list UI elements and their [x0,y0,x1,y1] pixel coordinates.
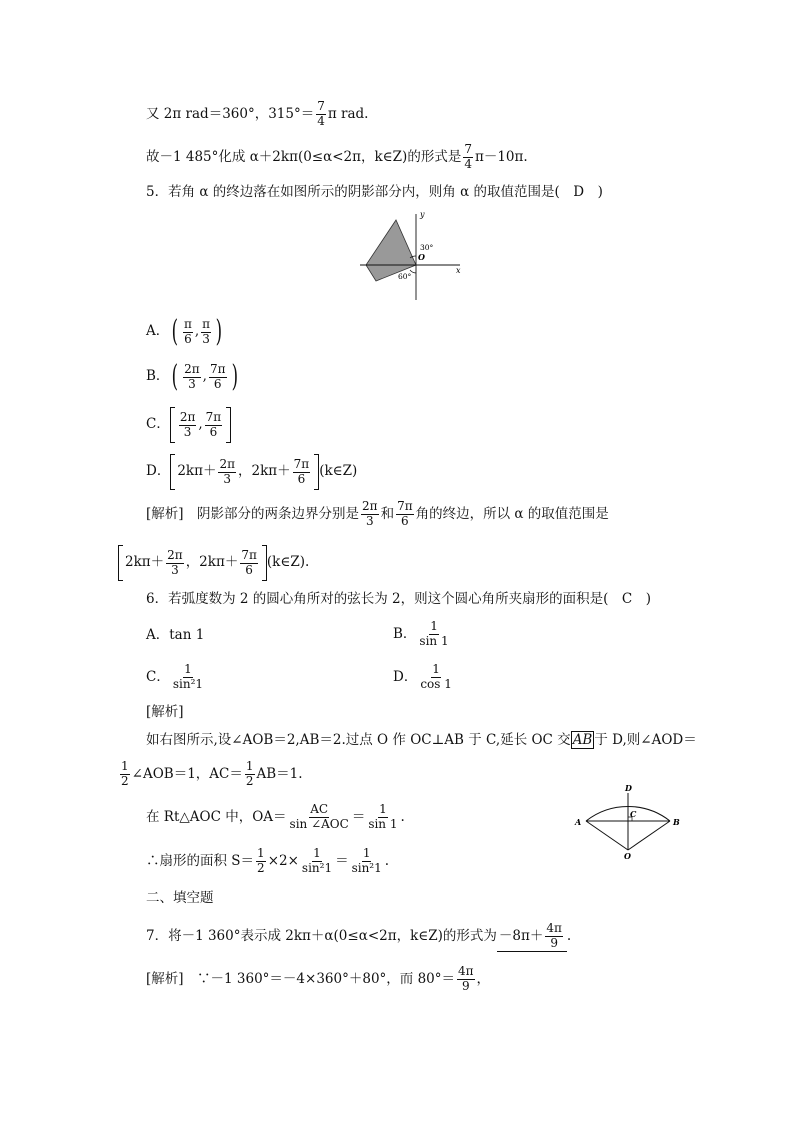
angle-60-label: 60° [398,272,412,281]
q6-sector-figure [568,780,688,860]
q6-stem: 6．若弧度数为 2 的圆心角所对的弦长为 2，则这个圆心角所夹扇形的面积是( C ) [146,591,652,607]
q6-solution-line1: 如右图所示,设∠AOB＝2,AB＝2.过点 O 作 OC⊥AB 于 C,延长 OC 交 AB 于 D,则∠AOD＝ [146,732,697,748]
q5-angle-figure [358,208,468,302]
q6-option-d: D． $\frac{1}{\cos 1}$ [393,662,452,691]
q7-stem: 7．将－1 360°表示成 2kπ＋α(0≤α<2π，k∈Z)的形式为 －8π＋ $\frac{4\pi}{9}$ . [146,921,572,950]
point-b-label: B [673,817,680,827]
q5-solution-line2: 2kπ＋ $\frac{2\pi}{3}$ ，2kπ＋ $\frac{7\pi}{6}$ (k∈Z). [118,545,309,581]
line-conversion-315: 又 2π rad＝360°，315°＝ $\frac{7}{4}$ π rad. [146,99,369,128]
origin-label: O [418,252,425,262]
q7-solution: [解析] ∵－1 360°＝－4×360°＋80°，而 80°＝ $\frac{4\pi}{9}$ ， [146,964,491,993]
radius-oa [586,821,628,850]
fraction: $\frac{7}{4}$ [317,99,325,128]
fraction: $\frac{7}{4}$ [464,142,472,171]
y-axis-label: y [420,210,425,219]
q6-solution-line3: 在 Rt△AOC 中，OA＝ AC sin ∠AOC ＝ $\frac{1}{\sin 1}$ . [146,802,405,831]
x-axis-label: x [456,266,461,275]
q5-option-b: B．( $\frac{2\pi}{3}$ , $\frac{7\pi}{6}$ ) [146,359,238,394]
q5-stem: 5．若角 α 的终边落在如图所示的阴影部分内，则角 α 的取值范围是( D ) [146,184,603,200]
q5-solution-line1: [解析] 阴影部分的两条边界分别是 $\frac{2\pi}{3}$ 和 $\frac{7\pi}{6}$ 角的终边，所以 α 的取值范围是 [146,499,609,528]
q6-option-b: B． $\frac{1}{\sin 1}$ [393,619,449,648]
q5-option-a: A．( $\frac{\pi}{6}$ , $\frac{\pi}{3}$ ) [146,314,223,349]
q5-option-c: C． $\frac{2\pi}{3}$ , $\frac{7\pi}{6}$ [146,407,231,443]
point-c-label: C [630,809,637,819]
q5-option-d: D． 2kπ＋ $\frac{2\pi}{3}$ ，2kπ＋ $\frac{7\pi}{6}$ (k∈Z) [146,454,357,490]
radius-ob [628,821,670,850]
q7-answer: －8π＋ $\frac{4\pi}{9}$ [497,922,567,952]
q6-solution-label: [解析] [146,704,184,720]
angle-30-label: 30° [420,243,434,252]
q6-solution-line4: ∴扇形的面积 S＝ $\frac{1}{2}$ ×2× $\frac{1}{\text{sin²1}}$ ＝ $\frac{1}{\text{sin²1}}$ . [146,846,390,875]
point-a-label: A [575,817,582,827]
line-conclusion-1485: 故－1 485°化成 α＋2kπ(0≤α<2π，k∈Z)的形式是 $\frac{7}{4}$ π－10π. [146,142,528,171]
q6-solution-line2: $\frac{1}{2}$ ∠AOB＝1，AC＝ $\frac{1}{2}$ AB＝1. [121,759,303,788]
q6-option-a: A．tan 1 [146,627,205,643]
section-heading: 二、填空题 [146,890,214,906]
point-o-label: O [624,851,631,860]
point-d-label: D [625,783,632,793]
q6-option-c: C． $\frac{1}{\text{sin²1}}$ [146,662,204,691]
